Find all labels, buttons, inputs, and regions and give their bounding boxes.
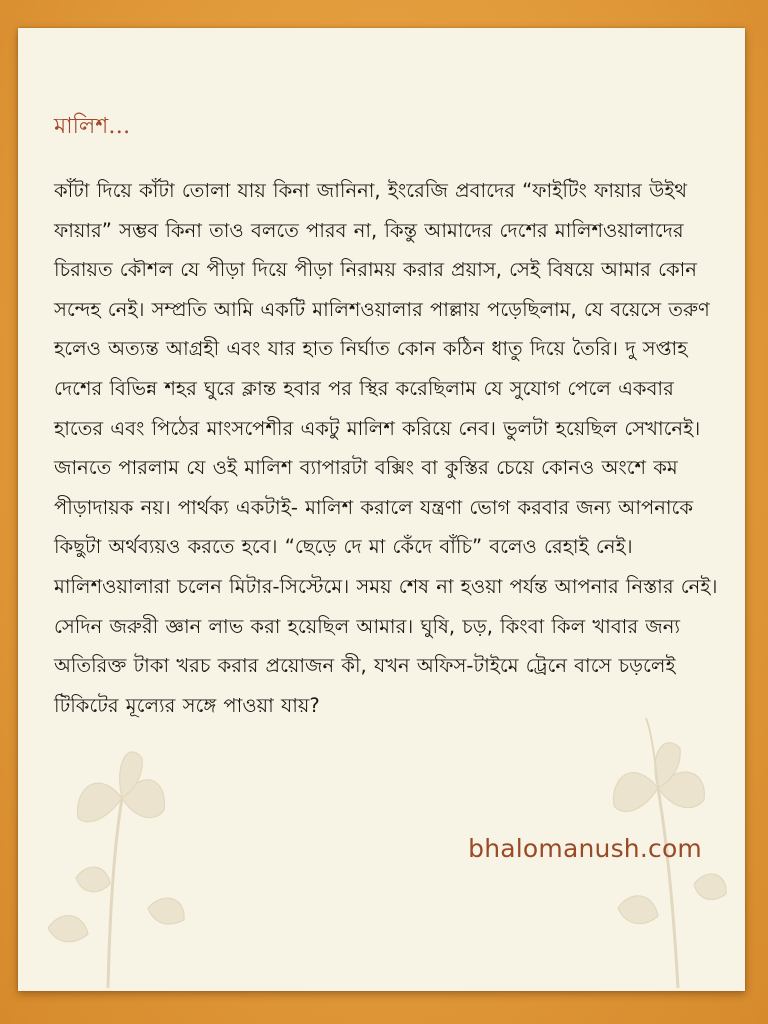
article-body: কাঁটা দিয়ে কাঁটা তোলা যায় কিনা জানিনা, ইংরেজি প্রবাদের “ফাইটিং ফায়ার উইথ ফায়ার” সম্ভব কিনা তাও বলতে পারব না, কিন্তু আমাদের দেশের মালিশওয়ালাদের চিরায়ত কৌশল যে পীড়া দিয়ে পীড়া নিরাময় করার প্রয়াস, সেই বিষয়ে আমার কোন সন্দেহ নেই। সম্প্রতি আমি একটি মালিশওয়ালার পাল্লায় পড়েছিলাম, যে বয়েসে তরুণ হলেও অত্যন্ত আগ্রহী এবং যার হাত নির্ঘাত কোন কঠিন ধাতু দিয়ে তৈরি। দু সপ্তাহ দেশের বিভিন্ন শহর ঘুরে ক্লান্ত হবার পর স্থির করেছিলাম যে সুযোগ পেলে একবার হাতের এবং পিঠের মাংসপেশীর একটু মালিশ করিয়ে নেব। ভুলটা হয়েছিল সেখানেই। জানতে পারলাম যে ওই মালিশ ব্যাপারটা বক্সিং বা কুস্তির চেয়ে কোনও অংশে কম পীড়াদায়ক নয়। পার্থক্য একটাই- মালিশ করালে যন্ত্রণা ভোগ করবার জন্য আপনাকে কিছুটা অর্থব্যয়ও করতে হবে। “ছেড়ে দে মা কেঁদে বাঁচি” বলেও রেহাই নেই। মালিশওয়ালারা চলেন মিটার-সিস্টেমে। সময় শেষ না হওয়া পর্যন্ত আপনার নিস্তার নেই। সেদিন জরুরী জ্ঞান লাভ করা হয়েছিল আমার। ঘুষি, চড়, কিংবা কিল খাবার জন্য অতিরিক্ত টাকা খরচ করার প্রয়োজন কী, যখন অফিস-টাইমে ট্রেনে বাসে চড়লেই টিকিটের মূল্যের সঙ্গে পাওয়া যায়?	[54, 179, 718, 717]
site-url[interactable]: bhalomanush.com	[468, 834, 702, 863]
article-card	[18, 28, 745, 991]
article-title: মালিশ…	[54, 114, 131, 139]
